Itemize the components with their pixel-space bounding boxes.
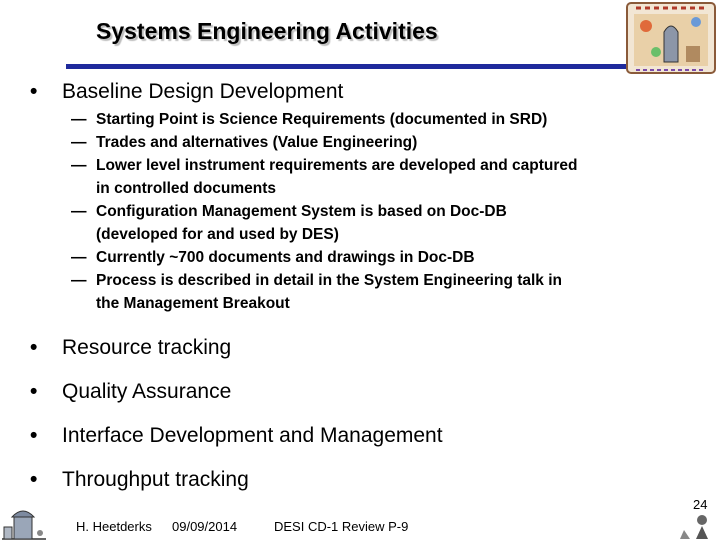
- title-underline-bar: [66, 64, 626, 69]
- sub-bullet-item: — Currently ~700 documents and drawings in Doc-DB: [71, 249, 475, 266]
- bullet-text: Quality Assurance: [62, 380, 232, 403]
- bullet-item: • Resource tracking: [30, 336, 232, 359]
- bullet-item: • Quality Assurance: [30, 380, 232, 403]
- sub-bullet-item: — Process is described in detail in the System Engineering talk in the Management Breakout: [71, 272, 563, 312]
- footer-author: H. Heetderks: [76, 519, 152, 534]
- bullet-item: • Interface Development and Management: [30, 424, 443, 447]
- bullet-text: Throughput tracking: [62, 468, 249, 491]
- slide-title: Systems Engineering Activities: [96, 18, 438, 44]
- footer-event: DESI CD-1 Review P-9: [274, 519, 409, 534]
- bullet-text: Interface Development and Management: [62, 424, 443, 447]
- sub-bullet-item: — Starting Point is Science Requirements (documented in SRD): [71, 111, 548, 128]
- observatory-cartoon-icon: [0, 503, 48, 540]
- bullet-item: • Throughput tracking: [30, 468, 249, 491]
- sub-bullet-item: — Trades and alternatives (Value Engineering): [71, 134, 418, 151]
- bullet-text: Resource tracking: [62, 336, 232, 359]
- sub-bullet-list: [71, 108, 578, 315]
- bullet-item: • Baseline Design Development: [30, 80, 344, 103]
- sub-bullet-item: — Configuration Management System is based on Doc-DB (developed for and used by DES): [71, 203, 507, 243]
- figure-cartoon-icon: [672, 512, 720, 540]
- page-number: 24: [693, 497, 708, 512]
- sub-bullet-item: — Lower level instrument requirements are developed and captured in controlled documents: [71, 157, 578, 197]
- footer-date: 09/09/2014: [172, 519, 238, 534]
- bullet-text: Baseline Design Development: [62, 80, 344, 103]
- energy-logo-icon: [626, 2, 716, 74]
